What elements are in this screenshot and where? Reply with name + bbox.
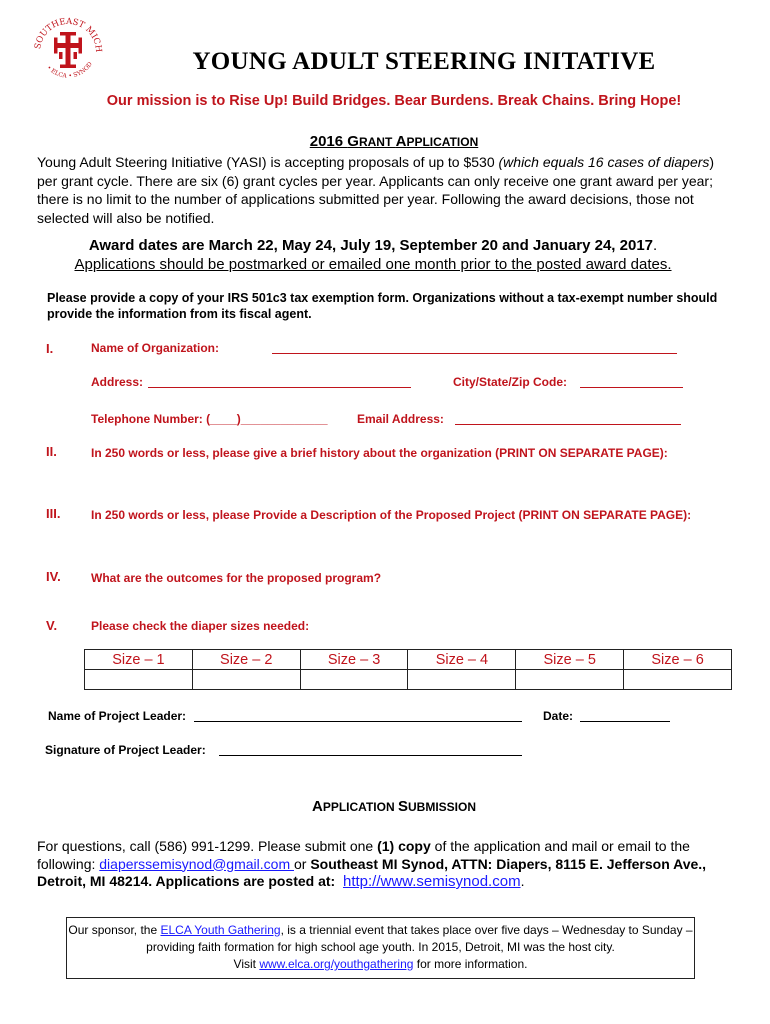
outcomes-prompt: What are the outcomes for the proposed program?	[91, 571, 382, 585]
page-title: YOUNG ADULT STEERING INITATIVE	[192, 48, 656, 75]
award-dates-text: Award dates are March 22, May 24, July 19, September 20 and January 24, 2017	[88, 237, 653, 254]
elca-gathering-url-link[interactable]: www.elca.org/youthgathering	[259, 957, 414, 971]
section-iii-numeral: III.	[46, 506, 61, 521]
postmark-note: Applications should be postmarked or emailed one month prior to the posted award dates.	[74, 256, 672, 273]
logo-bottom-text: • ELCA • SYNOD	[45, 60, 94, 80]
size-header-row	[85, 650, 732, 670]
size-6-header: Size – 6	[624, 650, 732, 670]
youth-gathering-link[interactable]: ELCA Youth Gathering	[160, 923, 281, 937]
size-4-check[interactable]	[408, 670, 516, 690]
size-2-check[interactable]	[192, 670, 300, 690]
section-i-numeral: I.	[46, 341, 54, 356]
intro-italic: (which equals 16 cases of diapers	[498, 154, 710, 170]
signature-label: Signature of Project Leader:	[45, 743, 206, 757]
leader-name-label: Name of Project Leader:	[48, 709, 187, 723]
history-prompt: In 250 words or less, please give a brief history about the organization (PRINT ON SEPARATE PAGE):	[91, 446, 668, 460]
irs-note: Please provide a copy of your IRS 501c3 tax exemption form. Organizations without a tax-exempt number should provide the information from its fiscal agent.	[47, 291, 718, 321]
submission-email-link[interactable]: diaperssemisynod@gmail.com	[99, 855, 294, 872]
mission-statement: Our mission is to Rise Up! Build Bridges. Bear Burdens. Break Chains. Bring Hope!	[106, 93, 682, 109]
logo-arc-text: SOUTHEAST MICH	[33, 16, 104, 53]
date-field[interactable]	[580, 709, 670, 722]
size-5-header: Size – 5	[516, 650, 624, 670]
website-link[interactable]: http://www.semisynod.com	[343, 873, 521, 890]
sponsor-box: Our sponsor, the ELCA Youth Gathering, is a triennial event that takes place over five days – Wednesday to Sunday – providing faith formation for high school age youth. In 2015, Detroit, MI was the host city. Visit www.elca.org/youthgathering for more information.	[66, 917, 695, 979]
org-name-label: Name of Organization:	[91, 341, 220, 355]
project-description-prompt: In 250 words or less, please Provide a Description of the Proposed Project (PRINT ON SEPARATE PAGE):	[91, 508, 692, 522]
org-name-field[interactable]	[272, 341, 677, 354]
size-2-header: Size – 2	[192, 650, 300, 670]
city-state-zip-field[interactable]	[580, 375, 683, 388]
address-label: Address:	[91, 375, 144, 389]
size-4-header: Size – 4	[408, 650, 516, 670]
award-dates: Award dates are March 22, May 24, July 19, September 20 and January 24, 2017. Applications should be postmarked or emailed one month prior to the posted award dates.	[0, 236, 746, 274]
leader-name-field[interactable]	[194, 709, 522, 722]
size-3-check[interactable]	[300, 670, 408, 690]
intro-paragraph: Young Adult Steering Initiative (YASI) is accepting proposals of up to $530 (which equals 16 cases of diapers) per grant cycle. There are six (6) grant cycles per year. Applicants can only receive one grant award per year; there is no limit to the number of applications submitted per year. Following the award decisions, those not selected will also be notified.	[37, 154, 715, 226]
size-check-row	[85, 670, 732, 690]
section-v-numeral: V.	[46, 618, 58, 633]
grant-year: 2016	[309, 133, 348, 150]
size-1-check[interactable]	[85, 670, 193, 690]
city-state-zip-label: City/State/Zip Code:	[453, 375, 568, 389]
diaper-size-table	[84, 649, 732, 690]
submission-title: APPLICATION SUBMISSION	[312, 798, 476, 815]
section-ii-numeral: II.	[46, 444, 57, 459]
email-field[interactable]	[455, 412, 681, 425]
email-label: Email Address:	[357, 412, 444, 426]
submission-instructions: For questions, call (586) 991-1299. Please submit one (1) copy of the application and mail or email to the following: diaperssemisynod@gmail.com or Southeast MI Synod, ATTN: Diapers, 8115 E. Jefferson Ave., Detroit, MI 48214. Applications are posted at: http://www.semisynod.com.	[37, 838, 707, 890]
address-field[interactable]	[148, 375, 411, 388]
size-6-check[interactable]	[624, 670, 732, 690]
size-5-check[interactable]	[516, 670, 624, 690]
date-label: Date:	[543, 709, 574, 723]
telephone-label: Telephone Number: (____)_____________	[91, 412, 328, 426]
grant-application-title: 2016 GRANT APPLICATION	[309, 133, 479, 150]
diaper-sizes-prompt: Please check the diaper sizes needed:	[91, 619, 310, 633]
size-1-header: Size – 1	[85, 650, 193, 670]
size-3-header: Size – 3	[300, 650, 408, 670]
section-iv-numeral: IV.	[46, 569, 61, 584]
signature-field[interactable]	[219, 743, 522, 756]
